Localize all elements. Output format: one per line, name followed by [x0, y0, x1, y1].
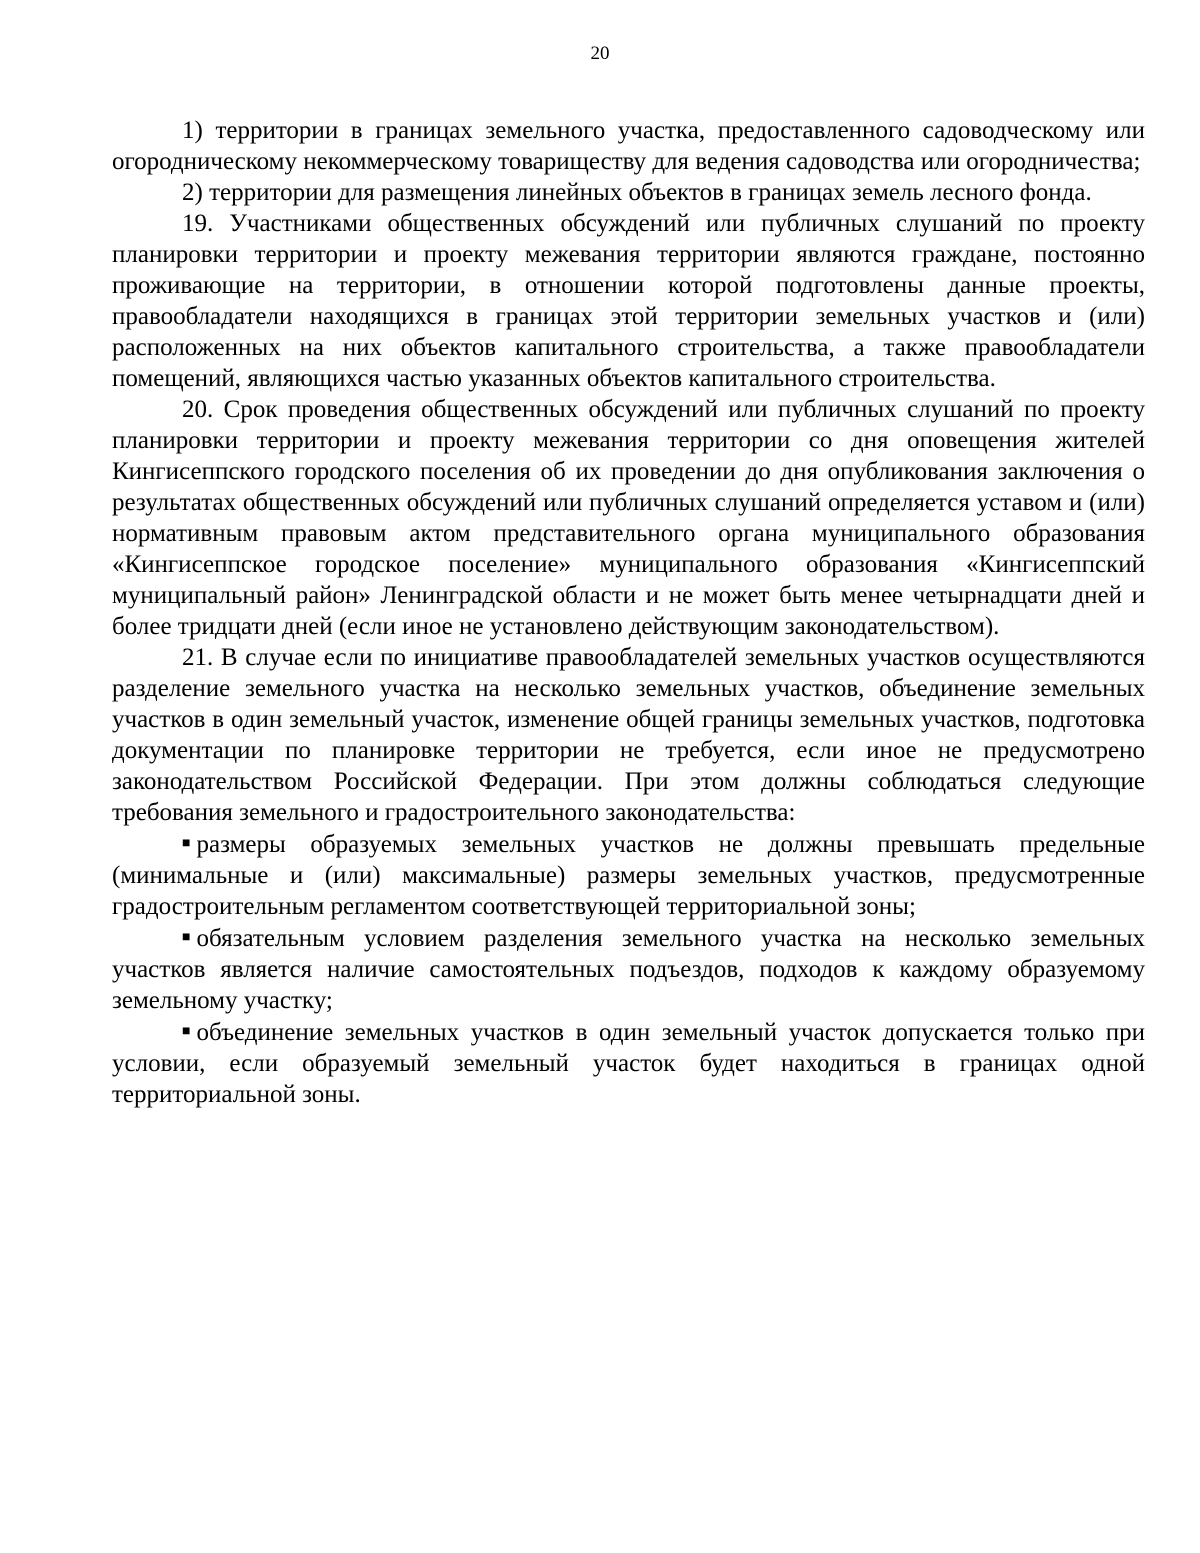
paragraph-21: 21. В случае если по инициативе правообладателей земельных участков осуществляются разделение земельного участка на несколько земельных участков, объединение земельных участков в один земельный участок, изменение общей границы земельных участков, подготовка документации по планировке территории не требуется, если иное не предусмотрено законодательством Российской Федерации. При этом должны соблюдаться следующие требования земельного и градостроительного законодательства:: [112, 644, 1145, 826]
square-bullet-icon: ■: [182, 1024, 191, 1039]
page-number: 20: [590, 43, 610, 64]
bullet-item: [112, 922, 1145, 1016]
bullet-text: обязательным условием разделения земельного участка на несколько земельных участков является наличие самостоятельных подъездов, подходов к каждому образуемому земельному участку;: [112, 925, 1145, 1014]
square-bullet-icon: ■: [182, 836, 191, 851]
square-bullet-icon: ■: [182, 930, 191, 945]
bullet-text: объединение земельных участков в один земельный участок допускается только при условии, если образуемый земельный участок будет находиться в границах одной территориальной зоны.: [112, 1019, 1145, 1108]
paragraph-19: 19. Участниками общественных обсуждений или публичных слушаний по проекту планировки территории и проекту межевания территории являются граждане, постоянно проживающие на территории, в отношении которой подготовлены данные проекты, правообладатели находящихся в границах этой территории земельных участков и (или) расположенных на них объектов капитального строительства, а также правообладатели помещений, являющихся частью указанных объектов капитального строительства.: [112, 210, 1145, 392]
paragraph-20: 20. Срок проведения общественных обсуждений или публичных слушаний по проекту планировки территории и проекту межевания территории со дня оповещения жителей Кингисеппского городского поселения об их проведении до дня опубликования заключения о результатах общественных обсуждений или публичных слушаний определяется уставом и (или) нормативным правовым актом представительного органа муниципального образования «Кингисеппское городское поселение» муниципального образования «Кингисеппский муниципальный район» Ленинградской области и не может быть менее четырнадцати дней и более тридцати дней (если иное не установлено действующим законодательством).: [112, 396, 1145, 640]
bullet-text: размеры образуемых земельных участков не должны превышать предельные (минимальные и (или) максимальные) размеры земельных участков, предусмотренные градостроительным регламентом соответствующей территориальной зоны;: [112, 831, 1145, 920]
bullet-item: [112, 1016, 1145, 1110]
document-body: [112, 115, 1145, 1110]
paragraph-1-item-2: 2) территории для размещения линейных объектов в границах земель лесного фонда.: [182, 179, 1092, 206]
paragraph-1-item-1: 1) территории в границах земельного участка, предоставленного садоводческому или огородническому некоммерческому товариществу для ведения садоводства или огородничества;: [112, 117, 1145, 175]
bullet-item: [112, 828, 1145, 922]
